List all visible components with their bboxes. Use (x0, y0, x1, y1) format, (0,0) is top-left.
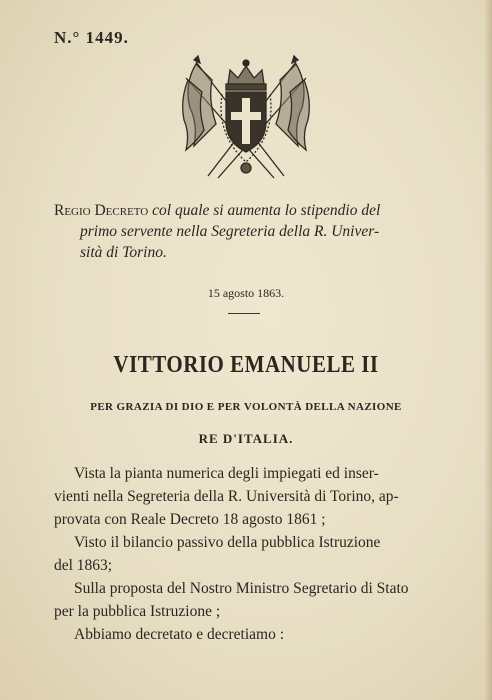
body-line: del 1863; (54, 557, 113, 574)
royal-title: RE D'ITALIA. (198, 431, 294, 446)
decree-title-lead: Regio Decreto (54, 202, 149, 219)
body-line: vienti nella Segreteria della R. Università di Torino, ap- (54, 488, 399, 505)
savoy-coat-of-arms-icon (176, 54, 316, 186)
body-line: provata con Reale Decreto 18 agosto 1861 ; (54, 511, 326, 528)
body-line: Abbiamo decretato e decretiamo : (74, 626, 285, 643)
king-name: VITTORIO EMANUELE II (113, 350, 379, 378)
decree-title (54, 200, 449, 263)
body-line: per la pubblica Istruzione ; (54, 603, 221, 620)
decree-title-line2: primo servente nella Segreteria della R. Univer- (80, 223, 380, 240)
decree-body (54, 462, 434, 646)
grace-formula: PER GRAZIA DI DIO E PER VOLONTÀ DELLA NAZIONE (90, 401, 402, 413)
body-line: Visto il bilancio passivo della pubblica Istruzione (74, 534, 381, 551)
decree-title-line3: sità di Torino. (80, 244, 167, 261)
page-number: N.° 1449. (54, 28, 129, 47)
divider-rule (228, 313, 260, 314)
body-line: Sulla proposta del Nostro Ministro Segretario di Stato (74, 580, 409, 597)
body-line: Vista la pianta numerica degli impiegati ed inser- (74, 465, 379, 482)
decree-title-line1: col quale si aumenta lo stipendio del (148, 202, 381, 219)
decree-date: 15 agosto 1863. (207, 286, 285, 300)
